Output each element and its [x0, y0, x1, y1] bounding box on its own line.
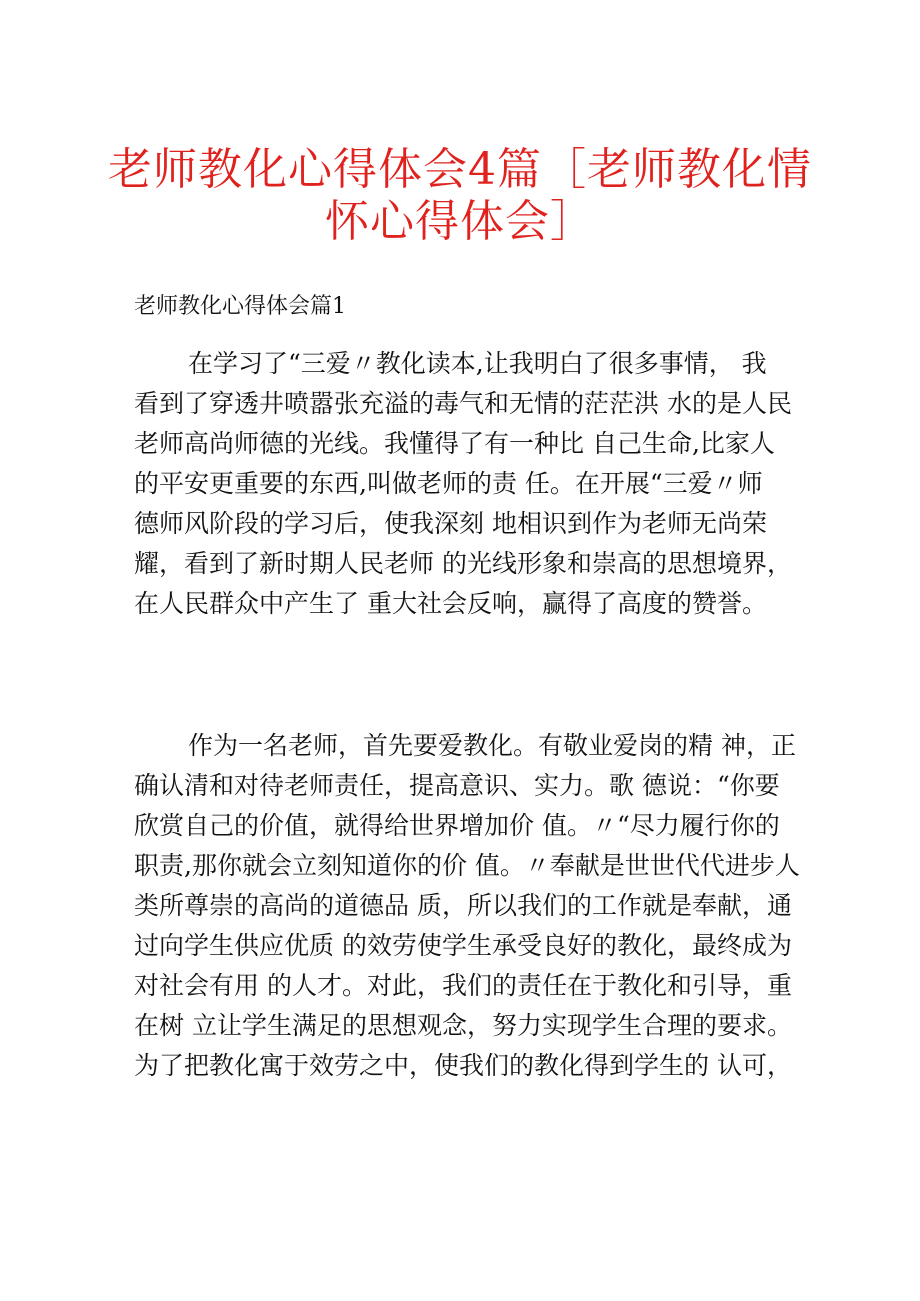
- paragraph-line: 在学习了“三爱〃教化读本,让我明白了很多事情， 我: [188, 349, 767, 378]
- paragraph-line: 看到了穿透井喷嚣张充溢的毒气和无情的茫茫洪 水的是人民: [134, 389, 792, 418]
- paragraph-line: 过向学生供应优质 的效劳使学生承受良好的教化，最终成为: [134, 931, 792, 960]
- paragraph-line: 老师高尚师德的光线。我懂得了有一种比 自己生命,比家人: [134, 429, 775, 458]
- paragraph-line: 作为一名老师，首先要爱教化。有敬业爱岗的精 神，正: [188, 731, 796, 760]
- paragraph-line: 的平安更重要的东西,叫做老师的责 任。在开展“三爱〃师: [134, 469, 763, 498]
- paragraph-line: 对社会有用 的人才。对此，我们的责任在于教化和引导，重: [134, 971, 792, 1000]
- document-title-line-2: 怀心得体会］: [325, 196, 595, 247]
- paragraph-line: 耀，看到了新时期人民老师 的光线形象和崇高的思想境界，: [134, 549, 792, 578]
- section-heading: 老师教化心得体会篇1: [134, 294, 346, 319]
- paragraph-line: 类所尊崇的高尚的道德品 质，所以我们的工作就是奉献，通: [134, 891, 792, 920]
- paragraph-line: 在人民群众中产生了 重大社会反响，赢得了高度的赞誉。: [134, 589, 767, 618]
- paragraph-line: 为了把教化寓于效劳之中，使我们的教化得到学生的 认可，: [134, 1051, 792, 1080]
- paragraph-line: 德师风阶段的学习后，使我深刻 地相识到作为老师无尚荣: [134, 509, 767, 538]
- paragraph-line: 欣赏自己的价值，就得给世界增加价 值。〃“尽力履行你的: [134, 811, 780, 840]
- paragraph-line: 在树 立让学生满足的思想观念，努力实现学生合理的要求。: [134, 1011, 792, 1040]
- paragraph-line: 职责,那你就会立刻知道你的价 值。〃奉献是世世代代进步人: [134, 851, 800, 880]
- paragraph-line: 确认清和对待老师责任，提高意识、实力。歌 德说：“你要: [134, 771, 780, 800]
- paragraph-1: [134, 344, 804, 624]
- paragraph-2: [134, 726, 804, 1086]
- document-title-line-1: 老师教化心得体会4篇［老师教化情: [108, 144, 812, 195]
